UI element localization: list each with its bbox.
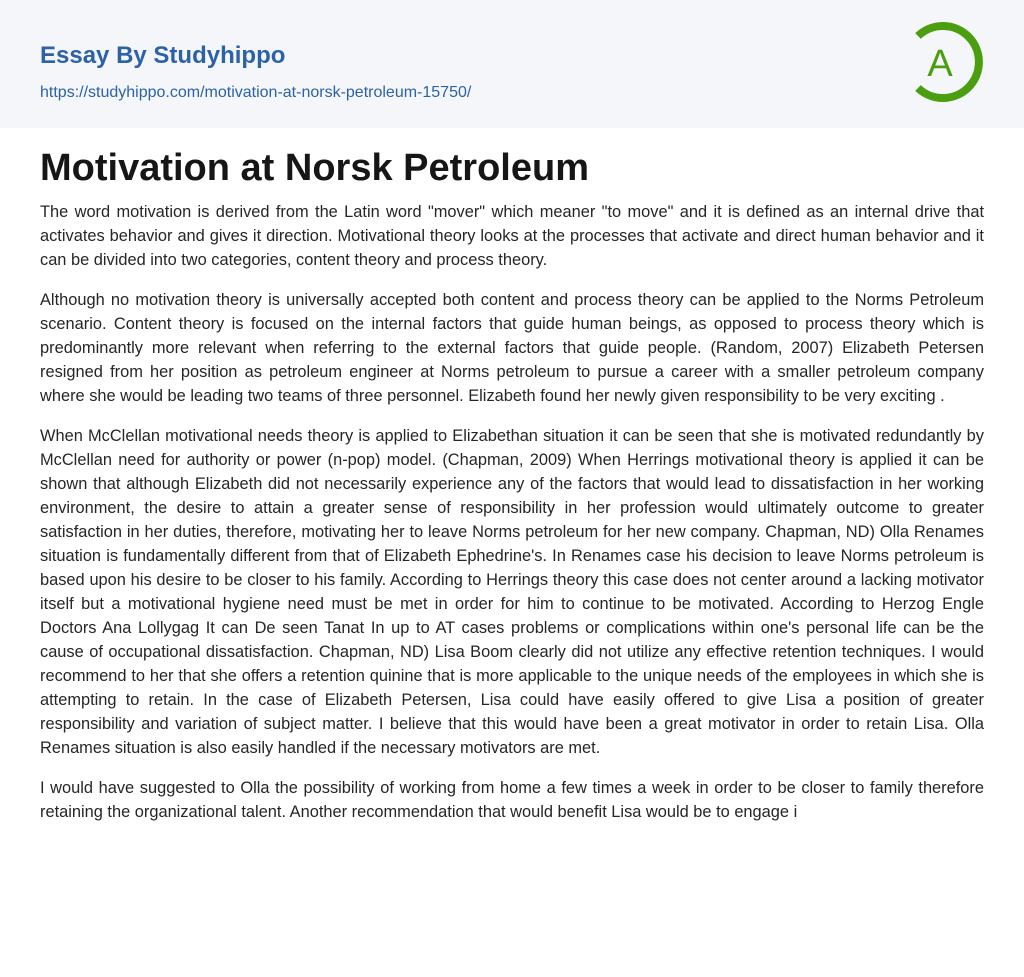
essay-url-link[interactable]: https://studyhippo.com/motivation-at-norsk-petroleum-15750/ <box>40 84 472 101</box>
logo-letter: A <box>927 43 953 85</box>
studyhippo-logo-icon[interactable] <box>906 18 990 106</box>
article-body <box>40 200 984 840</box>
brand-title: Essay By Studyhippo <box>40 42 286 69</box>
paragraph: The word motivation is derived from the Latin word "mover" which meaner "to move" and it is defined as an internal drive that activates behavior and gives it direction. Motivational theory looks at the processes that activate and direct human behavior and it can be divided into two categories, content theory and process theory. <box>40 203 984 269</box>
page-title: Motivation at Norsk Petroleum <box>40 147 589 189</box>
paragraph: When McClellan motivational needs theory is applied to Elizabethan situation it can be seen that she is motivated redundantly by McClellan need for authority or power (n-pop) model. (Chapman, 2009) When Herrings motivational theory is applied it can be shown that although Elizabeth did not necessarily experience any of the factors that would lead to dissatisfaction in her working environment, the desire to attain a greater sense of responsibility in her profession would ultimately outcome to greater satisfaction in her duties, therefore, motivating her to leave Norms petroleum for her new company. Chapman, ND) Olla Renames situation is fundamentally different from that of Elizabeth Ephedrine's. In Renames case his decision to leave Norms petroleum is based upon his desire to be closer to his family. According to Herrings theory this case does not center around a lacking motivator itself but a motivational hygiene need must be met in order for him to continue to be motivated. According to Herzog Engle Doctors Ana Lollygag It can De seen Tanat In up to AT cases problems or complications within one's personal life can be the cause of occupational dissatisfaction. Chapman, ND) Lisa Boom clearly did not utilize any effective retention techniques. I would recommend to her that she offers a retention quinine that is more applicable to the unique needs of the employees in which she is attempting to retain. In the case of Elizabeth Petersen, Lisa could have easily offered to give Lisa a position of greater responsibility and variation of subject matter. I believe that this would have been a great motivator in order to retain Lisa. Olla Renames situation is also easily handled if the necessary motivators are met. <box>40 427 984 757</box>
paragraph: Although no motivation theory is universally accepted both content and process theory can be applied to the Norms Petroleum scenario. Content theory is focused on the internal factors that guide human beings, as opposed to process theory which is predominantly more relevant when referring to the external factors that guide people. (Random, 2007) Elizabeth Petersen resigned from her position as petroleum engineer at Norms petroleum to pursue a career with a smaller petroleum company where she would be leading two teams of three personnel. Elizabeth found her newly given responsibility to be very exciting . <box>40 291 984 405</box>
paragraph: I would have suggested to Olla the possibility of working from home a few times a week in order to be closer to family therefore retaining the organizational talent. Another recommendation that would benefit Lisa would be to engage i <box>40 779 984 821</box>
